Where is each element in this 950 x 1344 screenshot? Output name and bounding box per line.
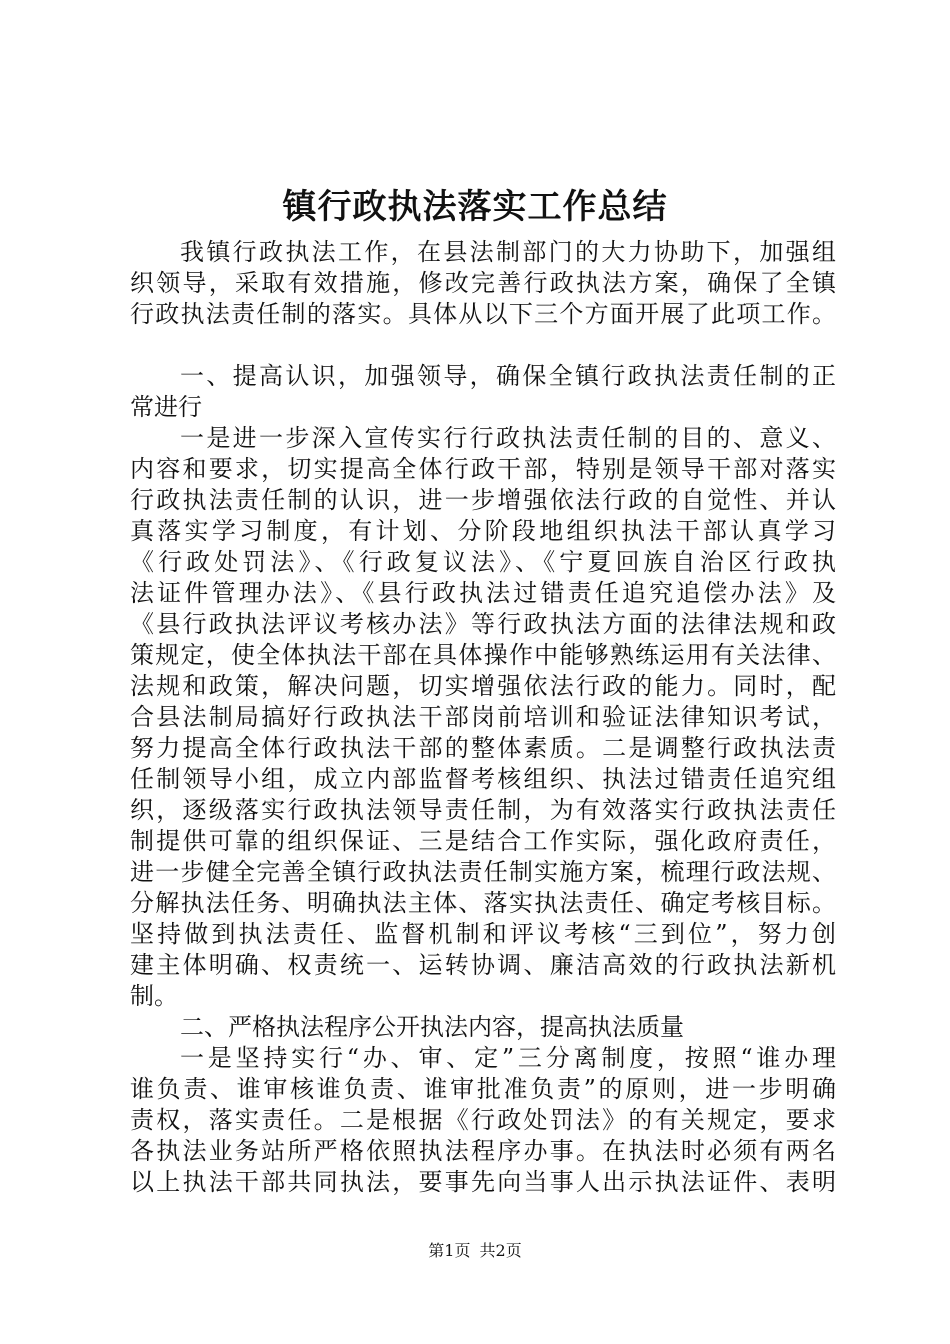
text-line: 一是坚持实行“办、审、定”三分离制度，按照“谁办理: [180, 1044, 836, 1072]
text-line: 法规和政策，解决问题，切实增强依法行政的能力。同时，配: [130, 672, 836, 700]
page-total: 共2页: [479, 1241, 522, 1260]
text-line: 织领导，采取有效措施，修改完善行政执法方案，确保了全镇: [130, 269, 836, 297]
text-line: 制提供可靠的组织保证、三是结合工作实际，强化政府责任，: [130, 827, 836, 855]
text-line: 坚持做到执法责任、监督机制和评议考核“三到位”，努力创: [130, 920, 836, 948]
text-line: 谁负责、谁审核谁负责、谁审批准负责”的原则，进一步明确: [130, 1075, 836, 1103]
text-line: 以上执法干部共同执法，要事先向当事人出示执法证件、表明: [130, 1168, 836, 1196]
text-line: 一、提高认识，加强领导，确保全镇行政执法责任制的正: [180, 362, 836, 390]
text-line: 各执法业务站所严格依照执法程序办事。在执法时必须有两名: [130, 1137, 836, 1165]
paragraph-gap: [130, 330, 836, 361]
page-footer: [0, 1240, 950, 1262]
text-line: 责权，落实责任。二是根据《行政处罚法》的有关规定，要求: [130, 1106, 836, 1134]
text-line: 合县法制局搞好行政执法干部岗前培训和验证法律知识考试，: [130, 703, 836, 731]
text-line: 制。: [130, 982, 178, 1010]
text-line: 任制领导小组，成立内部监督考核组织、执法过错责任追究组: [130, 765, 836, 793]
text-line: 行政执法责任制的落实。具体从以下三个方面开展了此项工作。: [130, 300, 836, 328]
text-line: 内容和要求，切实提高全体行政干部，特别是领导干部对落实: [130, 455, 836, 483]
text-line: 法证件管理办法》、《县行政执法过错责任追究追偿办法》及: [130, 579, 836, 607]
text-line: 二、严格执法程序公开执法内容，提高执法质量: [180, 1013, 684, 1041]
text-line: 织，逐级落实行政执法领导责任制，为有效落实行政执法责任: [130, 796, 836, 824]
text-line: 常进行: [130, 393, 202, 421]
text-line: 《县行政执法评议考核办法》等行政执法方面的法律法规和政: [130, 610, 836, 638]
text-line: 策规定，使全体执法干部在具体操作中能够熟练运用有关法律、: [130, 641, 836, 669]
text-line: 我镇行政执法工作，在县法制部门的大力协助下，加强组: [180, 238, 836, 266]
text-line: 行政执法责任制的认识，进一步增强依法行政的自觉性、并认: [130, 486, 836, 514]
text-line: 一是进一步深入宣传实行行政执法责任制的目的、意义、: [180, 424, 836, 452]
text-line: 真落实学习制度，有计划、分阶段地组织执法干部认真学习: [130, 517, 836, 545]
document-title: 镇行政执法落实工作总结: [282, 187, 668, 227]
text-line: 《行政处罚法》、《行政复议法》、《宁夏回族自治区行政执: [130, 548, 836, 576]
page-number: 第1页: [428, 1241, 471, 1260]
text-line: 建主体明确、权责统一、运转协调、廉洁高效的行政执法新机: [130, 951, 836, 979]
text-line: 努力提高全体行政执法干部的整体素质。二是调整行政执法责: [130, 734, 836, 762]
text-line: 进一步健全完善全镇行政执法责任制实施方案，梳理行政法规、: [130, 858, 836, 886]
text-line: 分解执法任务、明确执法主体、落实执法责任、确定考核目标。: [130, 889, 836, 917]
document-body: [130, 237, 836, 1198]
